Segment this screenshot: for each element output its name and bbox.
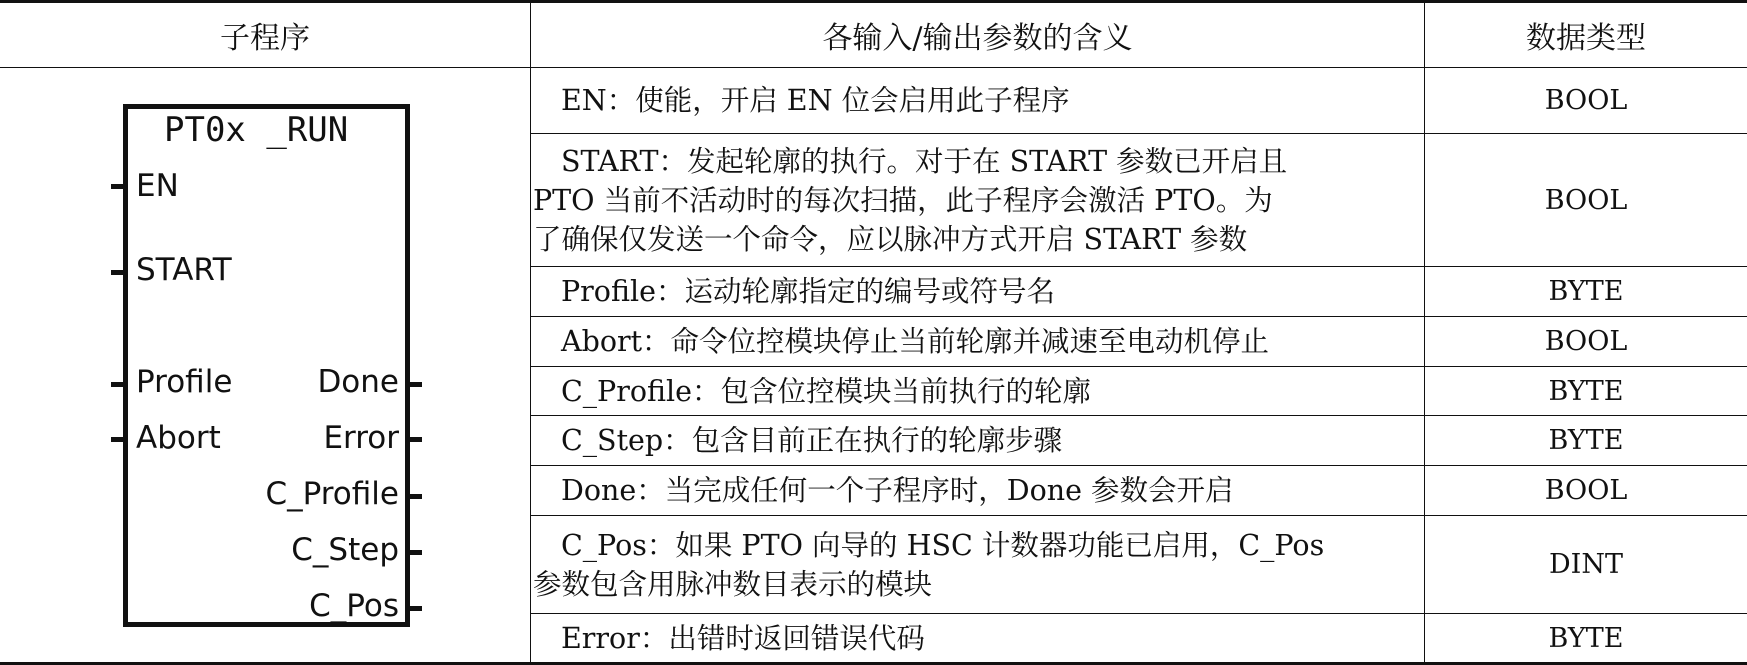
row-c-step-desc	[531, 416, 1424, 465]
row-c-pos-desc	[531, 516, 1424, 613]
input-en: EN	[136, 168, 179, 204]
pin-stub	[410, 606, 422, 611]
row-error-desc	[531, 614, 1424, 662]
row-start-type: BOOL	[1544, 184, 1628, 216]
output-done: Done	[317, 364, 399, 400]
desc-line: 参数包含用脉冲数目表示的模块	[533, 567, 933, 601]
row-abort-desc	[531, 317, 1424, 366]
desc-line: Done：当完成任何一个子程序时，Done 参数会开启	[561, 474, 1234, 507]
row-error-type: BYTE	[1548, 622, 1624, 654]
desc-line: PTO 当前不活动时的每次扫描，此子程序会激活 PTO。为	[533, 183, 1273, 217]
desc-line: START：发起轮廓的执行。对于在 START 参数已开启且	[561, 144, 1288, 178]
output-c-profile: C_Profile	[265, 476, 399, 512]
desc-line: EN：使能，开启 EN 位会启用此子程序	[561, 84, 1070, 117]
input-abort: Abort	[136, 420, 221, 456]
header-data-type: 数据类型	[1526, 21, 1646, 56]
desc-line: C_Profile：包含位控模块当前执行的轮廓	[561, 374, 1092, 408]
input-profile: Profile	[136, 364, 233, 400]
pin-stub	[111, 184, 123, 189]
pin-stub	[111, 270, 123, 275]
desc-line: Profile：运动轮廓指定的编号或符号名	[561, 275, 1055, 308]
row-profile-desc	[531, 267, 1424, 316]
desc-line: Abort：命令位控模块停止当前轮廓并减速至电动机停止	[561, 325, 1270, 358]
row-done-desc	[531, 466, 1424, 515]
desc-line: C_Pos：如果 PTO 向导的 HSC 计数器功能已启用，C_Pos	[561, 528, 1325, 562]
row-profile-type: BYTE	[1548, 276, 1624, 307]
output-error: Error	[323, 420, 399, 456]
pin-stub	[410, 437, 422, 442]
row-c-profile-desc	[531, 367, 1424, 415]
row-c-step-type: BYTE	[1548, 425, 1624, 456]
row-abort-type: BOOL	[1544, 326, 1628, 357]
row-en-desc	[531, 68, 1424, 133]
row-c-profile-type: BYTE	[1548, 375, 1624, 407]
desc-line: C_Step：包含目前正在执行的轮廓步骤	[561, 424, 1063, 457]
row-done-type: BOOL	[1544, 475, 1628, 506]
pin-stub	[410, 550, 422, 555]
output-c-step: C_Step	[291, 532, 399, 568]
desc-line: Error：出错时返回错误代码	[561, 621, 925, 655]
desc-line: 了确保仅发送一个命令，应以脉冲方式开启 START 参数	[533, 222, 1248, 256]
row-c-pos-type: DINT	[1549, 549, 1623, 580]
function-block-title: PT0x _RUN	[164, 110, 349, 150]
header-meaning: 各输入/输出参数的含义	[822, 21, 1133, 56]
pin-stub	[410, 494, 422, 499]
pin-stub	[111, 382, 123, 387]
header-subroutine: 子程序	[220, 21, 310, 56]
pin-stub	[111, 437, 123, 442]
pin-stub	[410, 382, 422, 387]
output-c-pos: C_Pos	[309, 588, 399, 624]
row-start-desc	[531, 134, 1424, 266]
input-start: START	[136, 252, 232, 288]
row-en-type: BOOL	[1544, 85, 1628, 116]
